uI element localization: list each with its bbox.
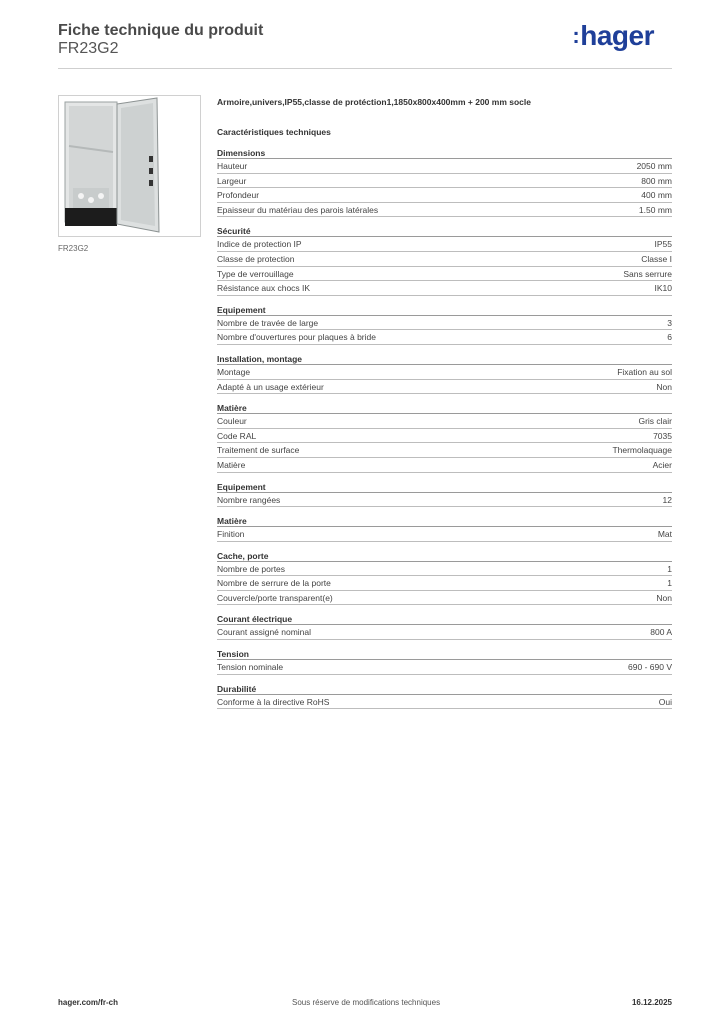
spec-row [217, 527, 672, 542]
spec-label: Adapté à un usage extérieur [217, 381, 324, 392]
spec-row [217, 281, 672, 296]
spec-group [217, 613, 672, 640]
product-image [58, 95, 201, 237]
spec-value: Fixation au sol [617, 366, 672, 377]
spec-row [217, 625, 672, 640]
spec-group-title: Durabilité [217, 683, 672, 695]
spec-group-title: Installation, montage [217, 353, 672, 365]
spec-group [217, 304, 672, 345]
spec-row [217, 316, 672, 331]
spec-row [217, 380, 672, 395]
spec-value: Oui [658, 696, 672, 707]
spec-label: Classe de protection [217, 253, 295, 264]
spec-row [217, 267, 672, 282]
spec-row [217, 188, 672, 203]
spec-value: 1.50 mm [638, 204, 672, 215]
spec-row [217, 562, 672, 577]
spec-label: Nombre de portes [217, 563, 286, 574]
spec-label: Matière [217, 459, 246, 470]
spec-value: 3 [667, 317, 672, 328]
spec-group [217, 481, 672, 508]
spec-label: Nombre de travée de large [217, 317, 319, 328]
spec-row [217, 252, 672, 267]
spec-value: Mat [657, 529, 672, 540]
product-reference: FR23G2 [58, 40, 119, 57]
spec-value: 800 A [650, 627, 672, 638]
spec-group [217, 683, 672, 710]
spec-group-title: Cache, porte [217, 550, 672, 562]
spec-group-title: Sécurité [217, 225, 672, 237]
spec-label: Couleur [217, 416, 247, 427]
spec-value: 690 - 690 V [628, 662, 672, 673]
spec-value: Gris clair [638, 416, 672, 427]
spec-label: Couvercle/porte transparent(e) [217, 592, 333, 603]
spec-group [217, 225, 672, 295]
spec-group [217, 402, 672, 472]
spec-row [217, 237, 672, 252]
spec-label: Type de verrouillage [217, 268, 294, 279]
spec-groups [217, 147, 672, 709]
spec-row [217, 576, 672, 591]
document-header [58, 20, 672, 70]
spec-row [217, 414, 672, 429]
spec-group [217, 147, 672, 217]
spec-label: Largeur [217, 175, 247, 186]
spec-value: 400 mm [641, 190, 672, 201]
spec-group [217, 353, 672, 394]
image-caption: FR23G2 [58, 244, 89, 253]
spec-label: Finition [217, 529, 245, 540]
spec-row [217, 660, 672, 675]
spec-value: 12 [662, 494, 672, 505]
hager-logo [572, 20, 654, 52]
spec-group-title: Equipement [217, 481, 672, 493]
spec-group-title: Matière [217, 515, 672, 527]
spec-row [217, 695, 672, 710]
spec-row [217, 330, 672, 345]
spec-row [217, 159, 672, 174]
spec-value: Sans serrure [623, 268, 672, 279]
spec-row [217, 174, 672, 189]
spec-value: 6 [667, 332, 672, 343]
section-heading: Caractéristiques techniques [217, 127, 331, 137]
spec-label: Nombre d'ouvertures pour plaques à bride [217, 332, 376, 343]
spec-label: Nombre rangées [217, 494, 281, 505]
spec-label: Profondeur [217, 190, 260, 201]
spec-label: Epaisseur du matériau des parois latérales [217, 204, 379, 215]
spec-group [217, 550, 672, 606]
spec-value: 1 [667, 578, 672, 589]
spec-row [217, 429, 672, 444]
spec-row [217, 458, 672, 473]
spec-value: IK10 [654, 283, 672, 294]
spec-value: Non [656, 592, 672, 603]
spec-label: Indice de protection IP [217, 239, 302, 250]
logo-dots-icon: : [572, 23, 580, 48]
footer-notice: Sous réserve de modifications techniques [292, 998, 441, 1007]
spec-label: Montage [217, 366, 251, 377]
footer-website: hager.com/fr-ch [58, 998, 119, 1007]
spec-value: Non [656, 381, 672, 392]
technical-sheet [217, 95, 672, 709]
spec-value: 800 mm [641, 175, 672, 186]
spec-row [217, 203, 672, 218]
spec-value: 1 [667, 563, 672, 574]
spec-label: Nombre de serrure de la porte [217, 578, 331, 589]
logo-text: hager [580, 20, 654, 51]
spec-value: 7035 [653, 430, 672, 441]
spec-value: Classe I [641, 253, 672, 264]
spec-group-title: Matière [217, 402, 672, 414]
spec-value: IP55 [654, 239, 672, 250]
spec-group-title: Equipement [217, 304, 672, 316]
spec-group-title: Dimensions [217, 147, 672, 159]
spec-group-title: Tension [217, 648, 672, 660]
spec-row [217, 365, 672, 380]
spec-row [217, 443, 672, 458]
spec-label: Code RAL [217, 430, 257, 441]
product-description: Armoire,univers,IP55,classe de protéction1,1850x800x400mm + 200 mm socle [217, 97, 531, 107]
spec-value: Thermolaquage [612, 445, 672, 456]
spec-value: 2050 mm [636, 161, 672, 171]
spec-group [217, 648, 672, 675]
spec-label: Tension nominale [217, 662, 284, 673]
cabinet-enclosure-image [59, 96, 201, 237]
spec-group-title: Courant électrique [217, 613, 672, 625]
spec-label: Traitement de surface [217, 445, 300, 456]
header-divider [58, 68, 672, 69]
spec-label: Hauteur [217, 161, 248, 171]
spec-label: Courant assigné nominal [217, 627, 312, 638]
page-title: Fiche technique du produit [58, 22, 264, 39]
spec-row [217, 591, 672, 606]
spec-group [217, 515, 672, 542]
spec-value: Acier [652, 459, 672, 470]
spec-row [217, 493, 672, 508]
spec-label: Conforme à la directive RoHS [217, 696, 330, 707]
footer-date: 16.12.2025 [631, 998, 672, 1007]
spec-label: Résistance aux chocs IK [217, 283, 311, 294]
